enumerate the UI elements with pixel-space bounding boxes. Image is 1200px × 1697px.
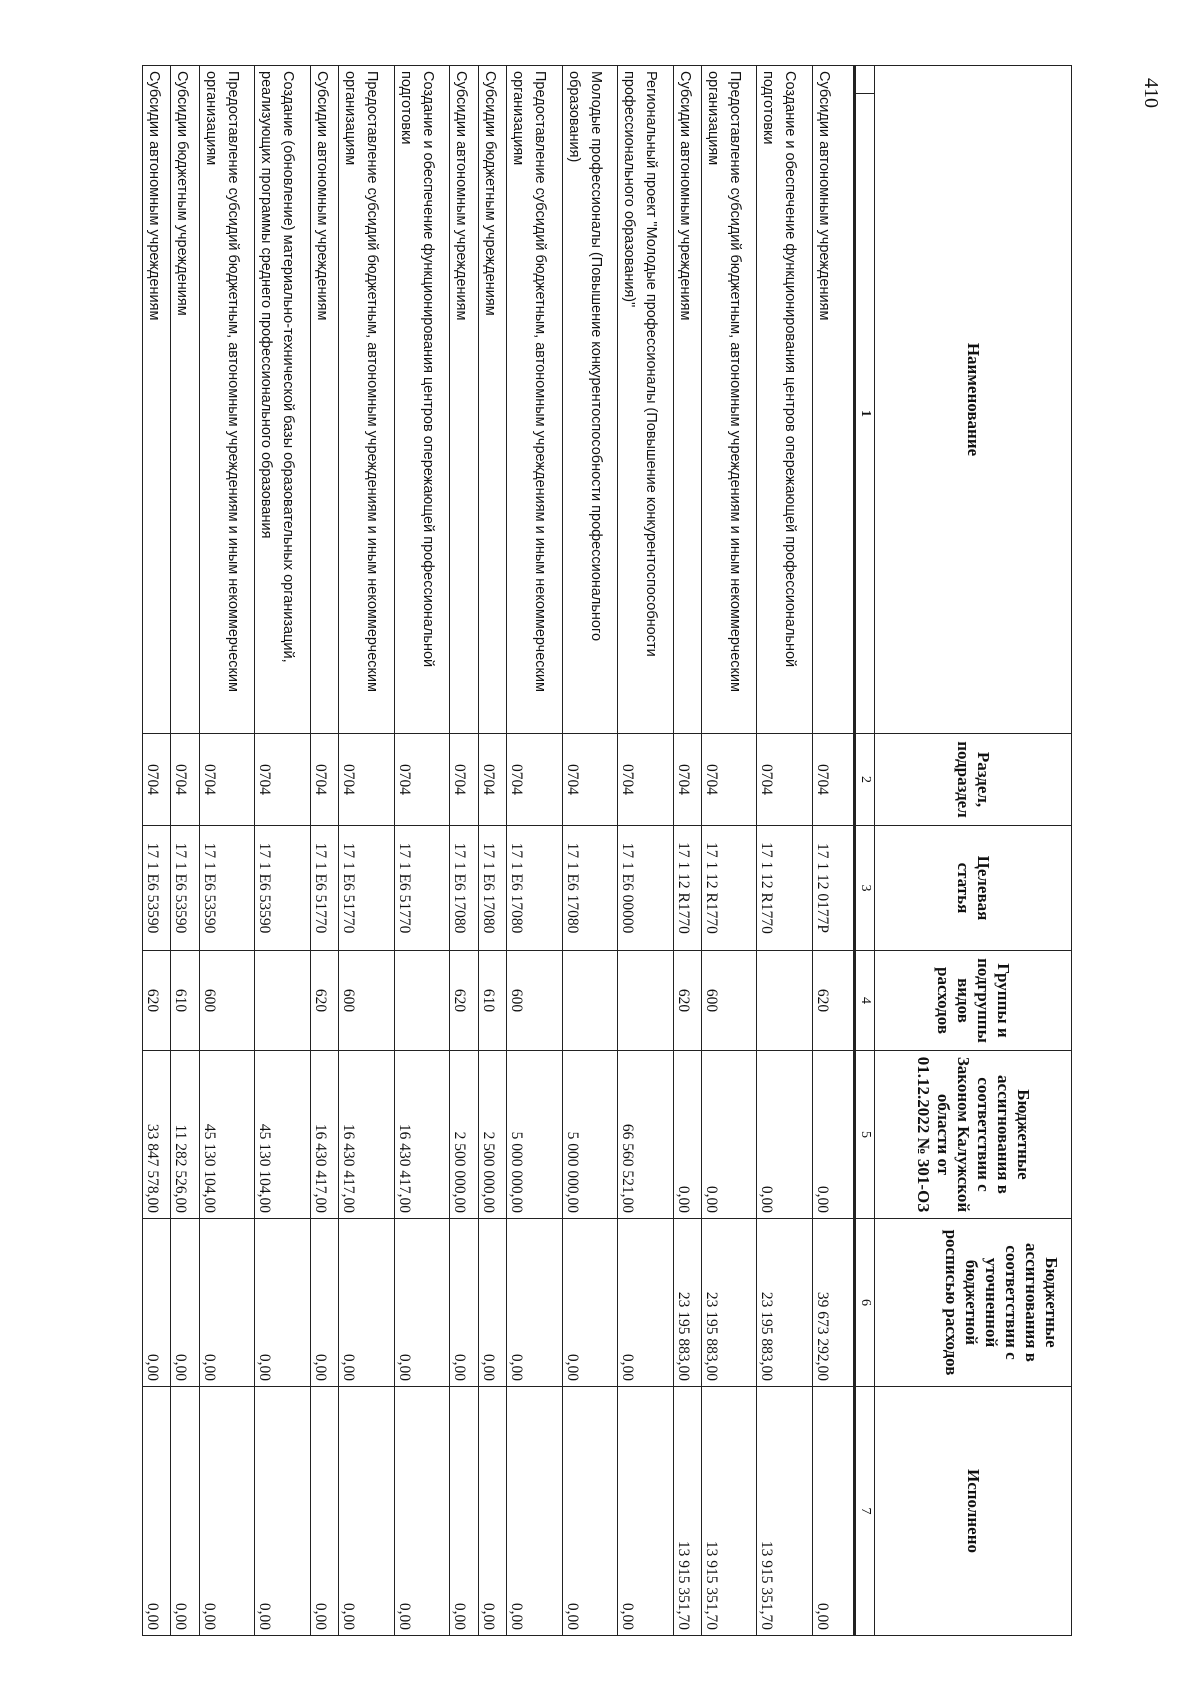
row-refined-amount: 0,00 <box>255 1219 311 1387</box>
row-executed-amount: 0,00 <box>255 1387 311 1636</box>
table-row <box>757 66 813 1636</box>
row-section: 0704 <box>199 734 255 826</box>
row-refined-amount: 23 195 883,00 <box>673 1219 701 1387</box>
column-number-row <box>855 66 875 1636</box>
row-law-amount: 16 430 417,00 <box>394 1051 450 1219</box>
row-executed-amount: 0,00 <box>478 1387 506 1636</box>
table-body <box>143 66 855 1636</box>
row-law-amount: 11 282 526,00 <box>171 1051 199 1219</box>
row-section: 0704 <box>673 734 701 826</box>
header-groups: Группы и подгруппы видов расходов <box>875 951 1072 1051</box>
row-name: Создание (обновление) материально-технической базы образовательных организаций, реализующих программы среднего профессионального образования <box>255 66 311 734</box>
row-section: 0704 <box>255 734 311 826</box>
row-executed-amount: 0,00 <box>618 1387 674 1636</box>
row-refined-amount: 0,00 <box>450 1219 478 1387</box>
row-target: 17 1 12 0177Р <box>813 826 855 951</box>
row-refined-amount: 0,00 <box>310 1219 338 1387</box>
row-name: Субсидии автономным учреждениям <box>143 66 171 734</box>
row-executed-amount: 0,00 <box>507 1387 563 1636</box>
row-group: 610 <box>171 951 199 1051</box>
row-group: 620 <box>813 951 855 1051</box>
table-row <box>450 66 478 1636</box>
row-name: Региональный проект "Молодые профессионалы (Повышение конкурентоспособности профессионального образования)" <box>618 66 674 734</box>
row-target: 17 1 Е6 00000 <box>618 826 674 951</box>
row-refined-amount: 23 195 883,00 <box>757 1219 813 1387</box>
row-law-amount: 0,00 <box>673 1051 701 1219</box>
page-number: 410 <box>1140 78 1162 108</box>
column-number-4: 4 <box>855 951 875 1051</box>
row-executed-amount: 0,00 <box>813 1387 855 1636</box>
row-executed-amount: 0,00 <box>339 1387 395 1636</box>
row-name: Создание и обеспечение функционирования центров опережающей профессиональной подготовки <box>394 66 450 734</box>
row-target: 17 1 Е6 53590 <box>143 826 171 951</box>
header-target: Целевая статья <box>875 826 1072 951</box>
column-number-1: 1 <box>855 94 875 734</box>
row-group: 600 <box>507 951 563 1051</box>
row-executed-amount: 0,00 <box>450 1387 478 1636</box>
row-law-amount: 45 130 104,00 <box>255 1051 311 1219</box>
row-refined-amount: 0,00 <box>394 1219 450 1387</box>
row-section: 0704 <box>339 734 395 826</box>
row-executed-amount: 0,00 <box>562 1387 618 1636</box>
row-name: Предоставление субсидий бюджетным, автономным учреждениям и иным некоммерческим организациям <box>507 66 563 734</box>
row-name: Создание и обеспечение функционирования центров опережающей профессиональной подготовки <box>757 66 813 734</box>
row-target: 17 1 12 R1770 <box>757 826 813 951</box>
row-section: 0704 <box>757 734 813 826</box>
row-refined-amount: 0,00 <box>199 1219 255 1387</box>
row-name: Предоставление субсидий бюджетным, автономным учреждениям и иным некоммерческим организациям <box>339 66 395 734</box>
row-law-amount: 0,00 <box>701 1051 757 1219</box>
row-target: 17 1 12 R1770 <box>673 826 701 951</box>
row-target: 17 1 Е6 51770 <box>394 826 450 951</box>
row-law-amount: 0,00 <box>813 1051 855 1219</box>
row-group: 600 <box>339 951 395 1051</box>
row-group: 620 <box>143 951 171 1051</box>
column-number-7: 7 <box>855 1387 875 1636</box>
table-row <box>673 66 701 1636</box>
row-refined-amount: 0,00 <box>171 1219 199 1387</box>
row-target: 17 1 Е6 53590 <box>255 826 311 951</box>
table-row <box>562 66 618 1636</box>
header-law: Бюджетные ассигнования в соответствии с Законом Калужской области от 01.12.2022 № 301-ОЗ <box>875 1051 1072 1219</box>
table-row <box>199 66 255 1636</box>
row-group: 620 <box>673 951 701 1051</box>
row-target: 17 1 Е6 53590 <box>171 826 199 951</box>
row-executed-amount: 0,00 <box>171 1387 199 1636</box>
header-row <box>875 66 1072 1636</box>
row-refined-amount: 23 195 883,00 <box>701 1219 757 1387</box>
header-name: Наименование <box>875 66 1072 734</box>
row-refined-amount: 39 673 292,00 <box>813 1219 855 1387</box>
row-refined-amount: 0,00 <box>507 1219 563 1387</box>
row-target: 17 1 12 R1770 <box>701 826 757 951</box>
row-group: 600 <box>199 951 255 1051</box>
row-executed-amount: 0,00 <box>143 1387 171 1636</box>
row-name: Субсидии автономным учреждениям <box>673 66 701 734</box>
column-number-blank <box>855 66 875 94</box>
table-row <box>701 66 757 1636</box>
row-group: 600 <box>701 951 757 1051</box>
row-law-amount: 33 847 578,00 <box>143 1051 171 1219</box>
column-number-2: 2 <box>855 734 875 826</box>
row-group <box>757 951 813 1051</box>
row-name: Предоставление субсидий бюджетным, автономным учреждениям и иным некоммерческим организациям <box>701 66 757 734</box>
row-group <box>394 951 450 1051</box>
row-name: Субсидии бюджетным учреждениям <box>478 66 506 734</box>
row-target: 17 1 Е6 17080 <box>450 826 478 951</box>
row-name: Молодые профессионалы (Повышение конкурентоспособности профессионального образования) <box>562 66 618 734</box>
row-law-amount: 66 560 521,00 <box>618 1051 674 1219</box>
row-name: Субсидии автономным учреждениям <box>310 66 338 734</box>
row-target: 17 1 Е6 17080 <box>478 826 506 951</box>
row-group: 610 <box>478 951 506 1051</box>
row-section: 0704 <box>310 734 338 826</box>
row-executed-amount: 0,00 <box>394 1387 450 1636</box>
table-row <box>618 66 674 1636</box>
row-executed-amount: 13 915 351,70 <box>757 1387 813 1636</box>
row-section: 0704 <box>478 734 506 826</box>
table-row <box>255 66 311 1636</box>
row-section: 0704 <box>701 734 757 826</box>
row-group: 620 <box>310 951 338 1051</box>
row-target: 17 1 Е6 17080 <box>507 826 563 951</box>
row-name: Предоставление субсидий бюджетным, автономным учреждениям и иным некоммерческим организациям <box>199 66 255 734</box>
header-executed: Исполнено <box>875 1387 1072 1636</box>
table-row <box>813 66 855 1636</box>
column-number-5: 5 <box>855 1051 875 1219</box>
row-executed-amount: 0,00 <box>199 1387 255 1636</box>
table-row <box>339 66 395 1636</box>
row-section: 0704 <box>507 734 563 826</box>
row-name: Субсидии бюджетным учреждениям <box>171 66 199 734</box>
row-law-amount: 16 430 417,00 <box>339 1051 395 1219</box>
column-number-3: 3 <box>855 826 875 951</box>
row-law-amount: 5 000 000,00 <box>507 1051 563 1219</box>
header-section: Раздел, подраздел <box>875 734 1072 826</box>
row-section: 0704 <box>618 734 674 826</box>
row-section: 0704 <box>813 734 855 826</box>
rotated-table-container <box>142 65 1072 1635</box>
column-number-6: 6 <box>855 1219 875 1387</box>
row-section: 0704 <box>394 734 450 826</box>
row-law-amount: 16 430 417,00 <box>310 1051 338 1219</box>
row-group: 620 <box>450 951 478 1051</box>
row-refined-amount: 0,00 <box>478 1219 506 1387</box>
row-group <box>255 951 311 1051</box>
row-law-amount: 0,00 <box>757 1051 813 1219</box>
row-group <box>618 951 674 1051</box>
table-row <box>394 66 450 1636</box>
table-row <box>507 66 563 1636</box>
row-refined-amount: 0,00 <box>562 1219 618 1387</box>
table-row <box>310 66 338 1636</box>
row-law-amount: 2 500 000,00 <box>478 1051 506 1219</box>
row-refined-amount: 0,00 <box>618 1219 674 1387</box>
row-name: Субсидии автономным учреждениям <box>813 66 855 734</box>
row-section: 0704 <box>450 734 478 826</box>
row-target: 17 1 Е6 53590 <box>199 826 255 951</box>
row-section: 0704 <box>143 734 171 826</box>
row-executed-amount: 13 915 351,70 <box>701 1387 757 1636</box>
row-executed-amount: 0,00 <box>310 1387 338 1636</box>
row-law-amount: 5 000 000,00 <box>562 1051 618 1219</box>
row-target: 17 1 Е6 17080 <box>562 826 618 951</box>
table-row <box>143 66 171 1636</box>
row-target: 17 1 Е6 51770 <box>339 826 395 951</box>
row-name: Субсидии автономным учреждениям <box>450 66 478 734</box>
row-refined-amount: 0,00 <box>339 1219 395 1387</box>
row-section: 0704 <box>171 734 199 826</box>
row-refined-amount: 0,00 <box>143 1219 171 1387</box>
table-row <box>171 66 199 1636</box>
header-refined: Бюджетные ассигнования в соответствии с уточненной бюджетной росписью расходов <box>875 1219 1072 1387</box>
row-section: 0704 <box>562 734 618 826</box>
table-row <box>478 66 506 1636</box>
row-target: 17 1 Е6 51770 <box>310 826 338 951</box>
row-group <box>562 951 618 1051</box>
budget-table <box>142 65 1072 1636</box>
row-law-amount: 2 500 000,00 <box>450 1051 478 1219</box>
row-law-amount: 45 130 104,00 <box>199 1051 255 1219</box>
row-executed-amount: 13 915 351,70 <box>673 1387 701 1636</box>
